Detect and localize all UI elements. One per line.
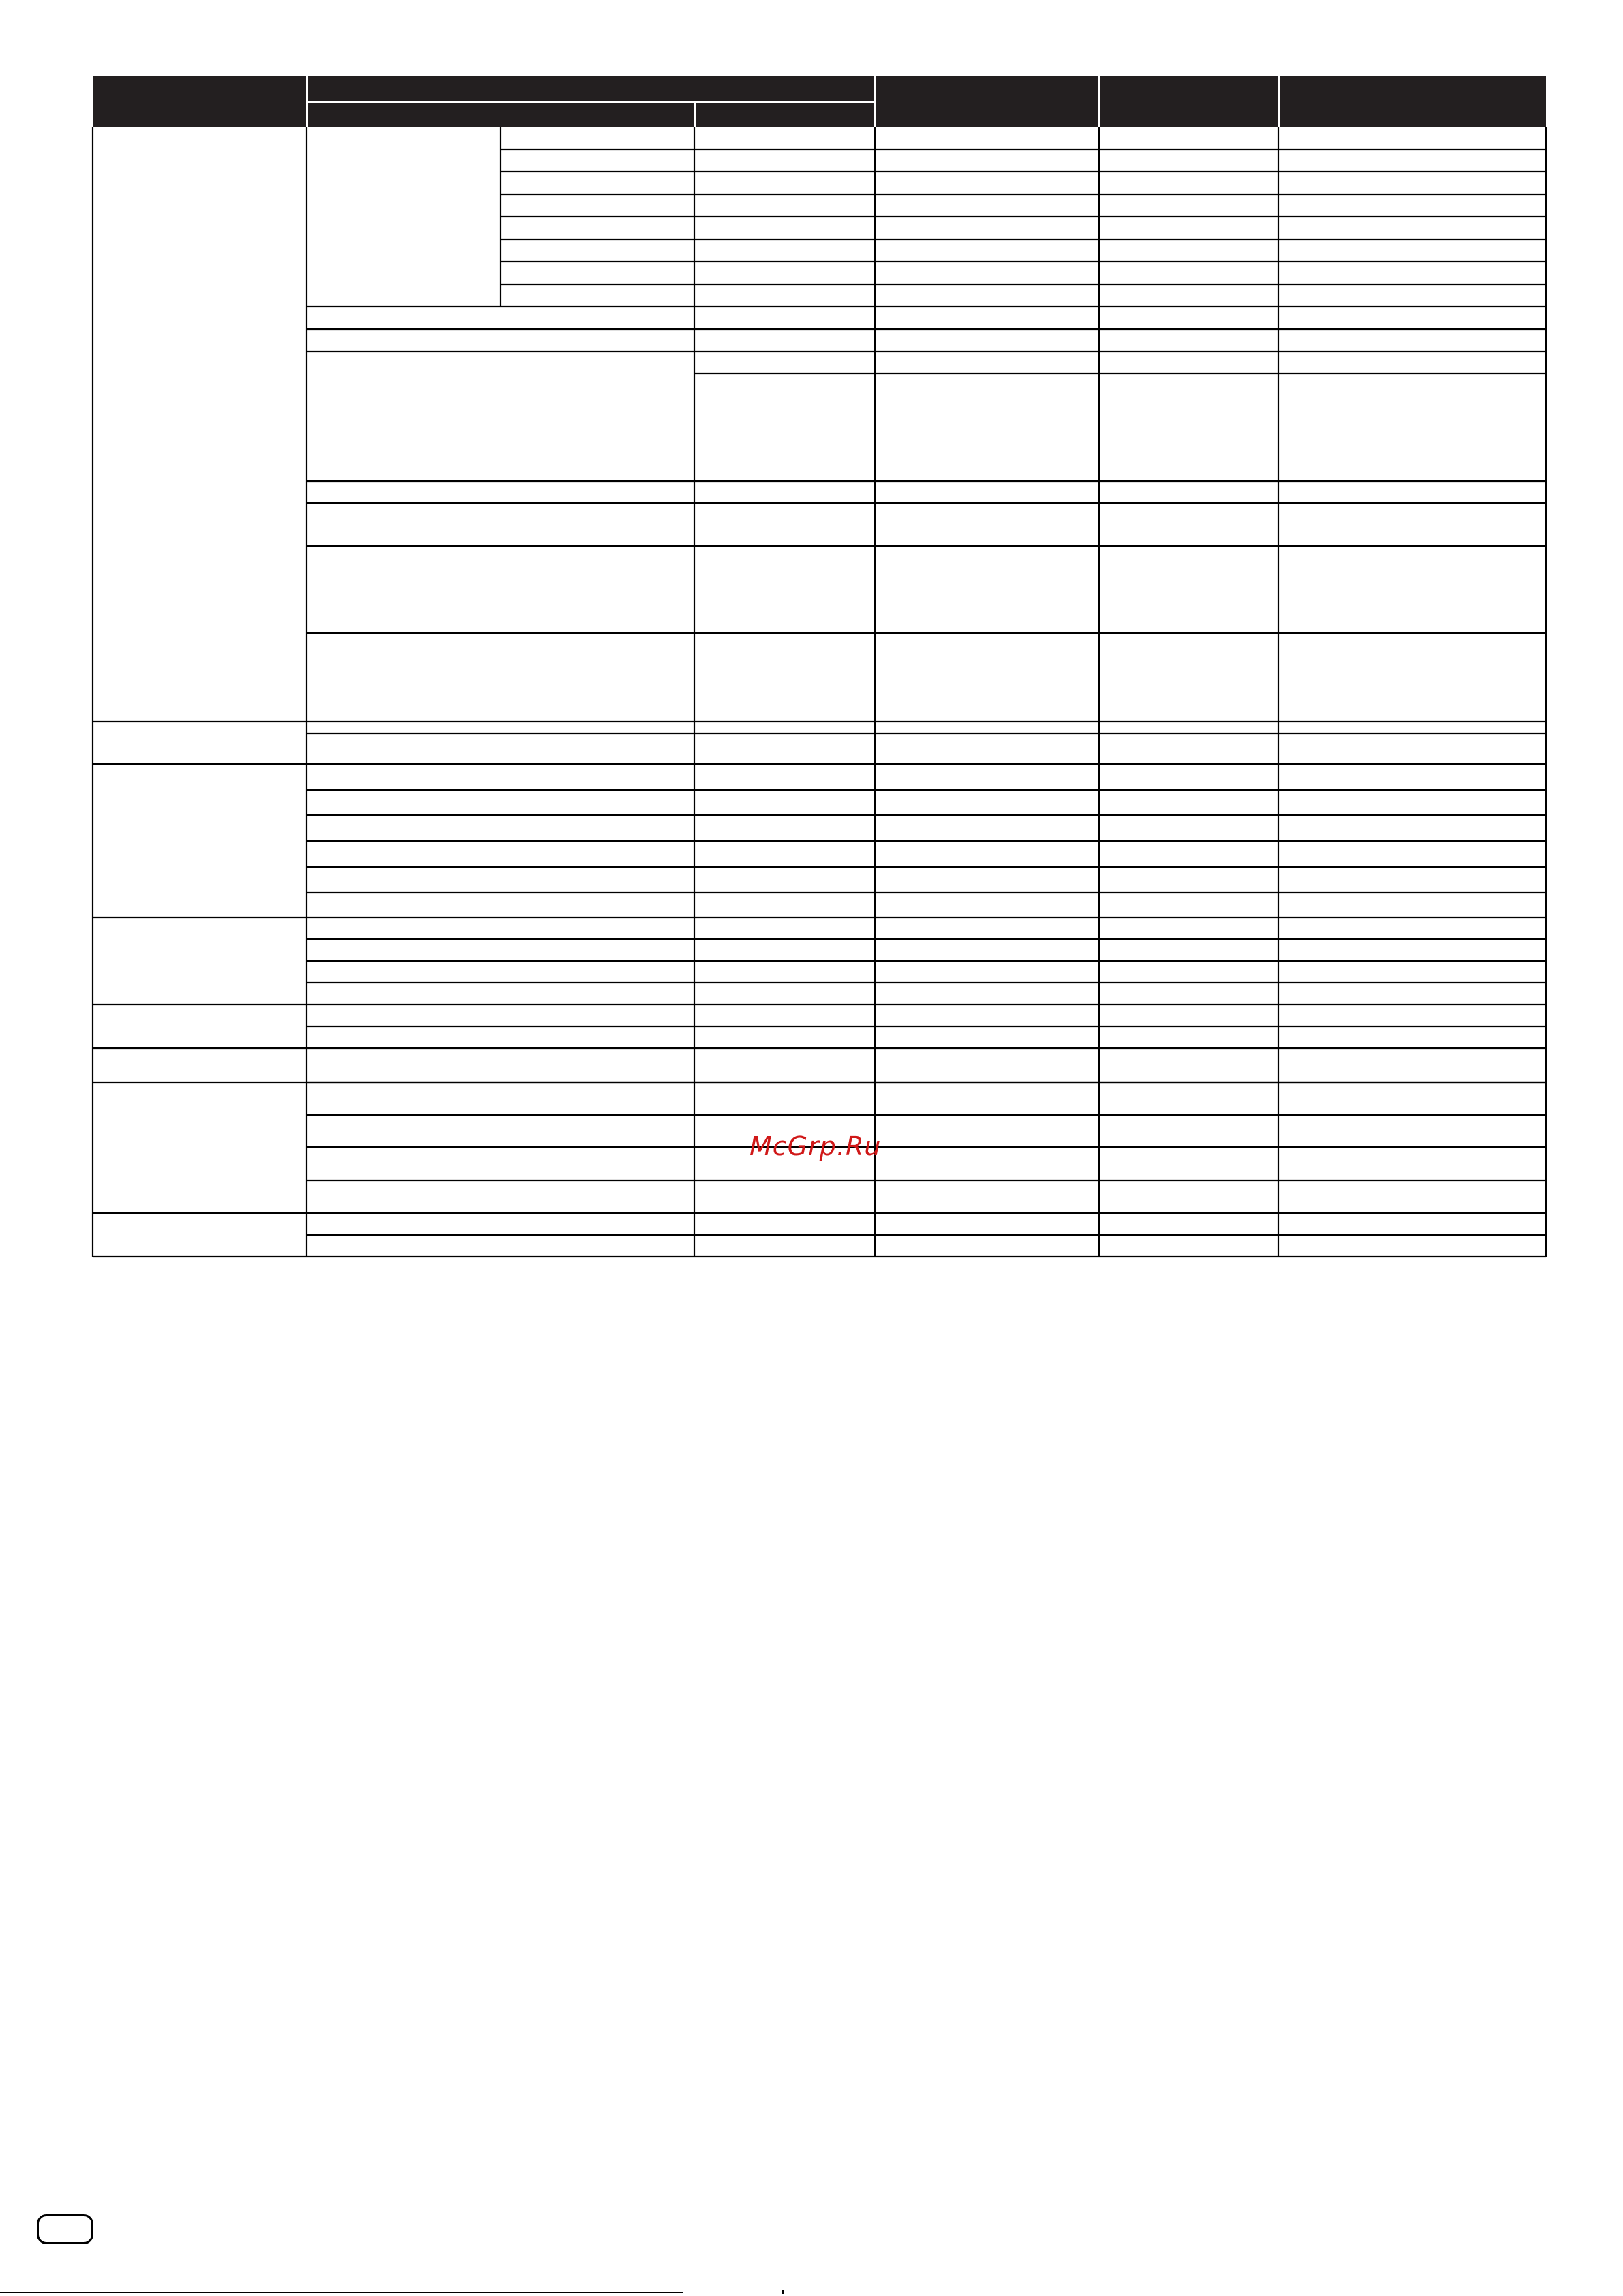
header-divider-2	[1098, 76, 1100, 127]
table-body	[93, 127, 1546, 1257]
table-header	[93, 76, 1546, 127]
header-divider-sub	[694, 102, 696, 127]
bottom-rule	[0, 2292, 683, 2293]
header-divider-3	[1278, 76, 1280, 127]
language-badge	[37, 2214, 93, 2244]
watermark-text: McGrp.Ru	[749, 1131, 882, 1161]
header-divider-0	[306, 76, 308, 127]
bottom-tick	[782, 2290, 784, 2294]
header-divider-1	[874, 76, 876, 127]
header-subrule	[307, 101, 875, 103]
